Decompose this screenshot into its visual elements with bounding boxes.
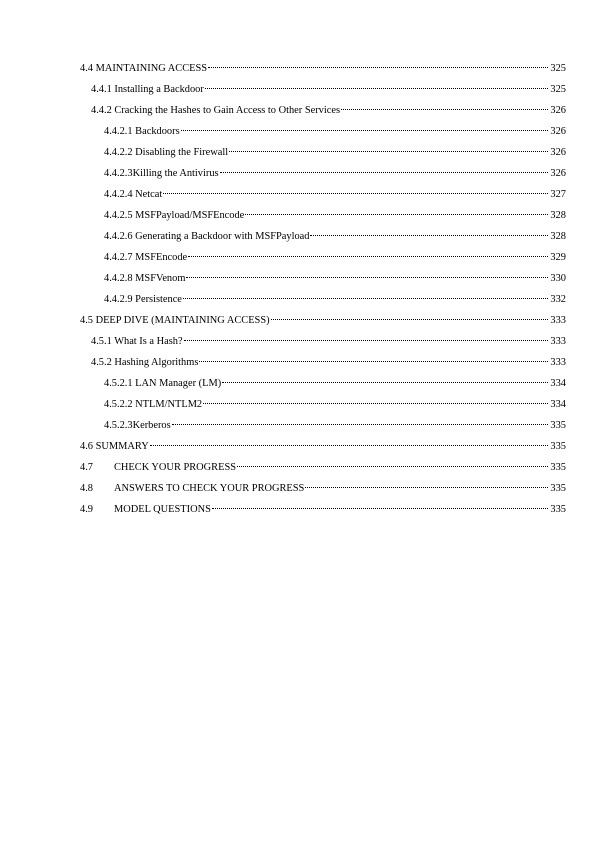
toc-entry[interactable]: [0, 457, 595, 478]
dot-leader: [222, 382, 548, 383]
table-of-contents: [0, 58, 595, 520]
toc-entry-page-number: 330: [550, 273, 566, 284]
toc-entry[interactable]: [0, 478, 595, 499]
dot-leader: [188, 256, 548, 257]
toc-entry-page-number: 335: [550, 483, 566, 494]
toc-entry-title: 4.4.2.7 MSFEncode: [104, 252, 188, 263]
dot-leader: [220, 172, 549, 173]
toc-entry[interactable]: [0, 499, 595, 520]
toc-entry-title: 4.6 SUMMARY: [80, 441, 149, 452]
toc-entry-page-number: 325: [550, 84, 566, 95]
toc-entry-page-number: 332: [550, 294, 566, 305]
toc-entry-page-number: 326: [550, 168, 566, 179]
toc-entry[interactable]: [0, 100, 595, 121]
dot-leader: [271, 319, 549, 320]
toc-entry[interactable]: [0, 121, 595, 142]
toc-entry[interactable]: [0, 205, 595, 226]
toc-entry-page-number: 335: [550, 420, 566, 431]
dot-leader: [183, 298, 548, 299]
toc-entry-page-number: 334: [550, 378, 566, 389]
toc-entry-title: 4.4.2.8 MSFVenom: [104, 273, 186, 284]
toc-entry-page-number: 334: [550, 399, 566, 410]
toc-entry-title: 4.4 MAINTAINING ACCESS: [80, 63, 208, 74]
dot-leader: [150, 445, 549, 446]
toc-entry-title: MODEL QUESTIONS: [114, 504, 211, 515]
toc-entry-number: 4.8: [80, 483, 93, 494]
toc-entry-number: 4.9: [80, 504, 93, 515]
toc-entry[interactable]: [0, 184, 595, 205]
toc-entry-page-number: 326: [550, 126, 566, 137]
toc-entry-title: 4.5.2 Hashing Algorithms: [91, 357, 199, 368]
toc-entry-page-number: 335: [550, 504, 566, 515]
toc-entry-title: 4.5.1 What Is a Hash?: [91, 336, 183, 347]
toc-entry-title: 4.4.2.4 Netcat: [104, 189, 163, 200]
toc-entry[interactable]: [0, 163, 595, 184]
toc-entry-title: 4.4.1 Installing a Backdoor: [91, 84, 204, 95]
dot-leader: [212, 508, 549, 509]
toc-entry-title: ANSWERS TO CHECK YOUR PROGRESS: [114, 483, 305, 494]
toc-entry-title: 4.4.2.5 MSFPayload/MSFEncode: [104, 210, 245, 221]
dot-leader: [310, 235, 548, 236]
toc-entry-page-number: 327: [550, 189, 566, 200]
toc-entry-number: 4.7: [80, 462, 93, 473]
toc-entry[interactable]: [0, 331, 595, 352]
dot-leader: [163, 193, 548, 194]
toc-entry-page-number: 329: [550, 252, 566, 263]
dot-leader: [184, 340, 549, 341]
toc-entry[interactable]: [0, 58, 595, 79]
dot-leader: [172, 424, 549, 425]
toc-entry[interactable]: [0, 289, 595, 310]
toc-entry-page-number: 328: [550, 231, 566, 242]
toc-entry-title: CHECK YOUR PROGRESS: [114, 462, 237, 473]
toc-entry-page-number: 326: [550, 147, 566, 158]
toc-entry-title: 4.4.2.3Killing the Antivirus: [104, 168, 219, 179]
toc-entry[interactable]: [0, 310, 595, 331]
toc-entry[interactable]: [0, 373, 595, 394]
toc-entry-page-number: 333: [550, 336, 566, 347]
toc-entry[interactable]: [0, 352, 595, 373]
toc-entry[interactable]: [0, 226, 595, 247]
toc-entry-title: 4.4.2.1 Backdoors: [104, 126, 180, 137]
toc-entry-title: 4.5.2.1 LAN Manager (LM): [104, 378, 222, 389]
dot-leader: [181, 130, 549, 131]
dot-leader: [208, 67, 548, 68]
toc-entry[interactable]: [0, 268, 595, 289]
toc-entry[interactable]: [0, 415, 595, 436]
toc-entry-title: 4.5.2.3Kerberos: [104, 420, 171, 431]
toc-entry[interactable]: [0, 247, 595, 268]
dot-leader: [186, 277, 548, 278]
toc-entry-page-number: 326: [550, 105, 566, 116]
dot-leader: [305, 487, 548, 488]
dot-leader: [229, 151, 548, 152]
dot-leader: [341, 109, 548, 110]
dot-leader: [199, 361, 548, 362]
toc-entry-title: 4.5 DEEP DIVE (MAINTAINING ACCESS): [80, 315, 270, 326]
toc-entry-page-number: 335: [550, 441, 566, 452]
toc-entry-page-number: 333: [550, 357, 566, 368]
toc-entry-title: 4.4.2.9 Persistence: [104, 294, 182, 305]
toc-entry[interactable]: [0, 436, 595, 457]
toc-entry-page-number: 325: [550, 63, 566, 74]
dot-leader: [205, 88, 549, 89]
toc-entry-title: 4.4.2 Cracking the Hashes to Gain Access to Other Services: [91, 105, 341, 116]
toc-entry-title: 4.5.2.2 NTLM/NTLM2: [104, 399, 203, 410]
toc-entry-title: 4.4.2.2 Disabling the Firewall: [104, 147, 229, 158]
dot-leader: [203, 403, 548, 404]
toc-entry-page-number: 333: [550, 315, 566, 326]
toc-entry[interactable]: [0, 79, 595, 100]
toc-entry-page-number: 335: [550, 462, 566, 473]
toc-entry[interactable]: [0, 394, 595, 415]
toc-entry[interactable]: [0, 142, 595, 163]
dot-leader: [245, 214, 548, 215]
toc-entry-title: 4.4.2.6 Generating a Backdoor with MSFPayload: [104, 231, 310, 242]
dot-leader: [237, 466, 548, 467]
toc-entry-page-number: 328: [550, 210, 566, 221]
